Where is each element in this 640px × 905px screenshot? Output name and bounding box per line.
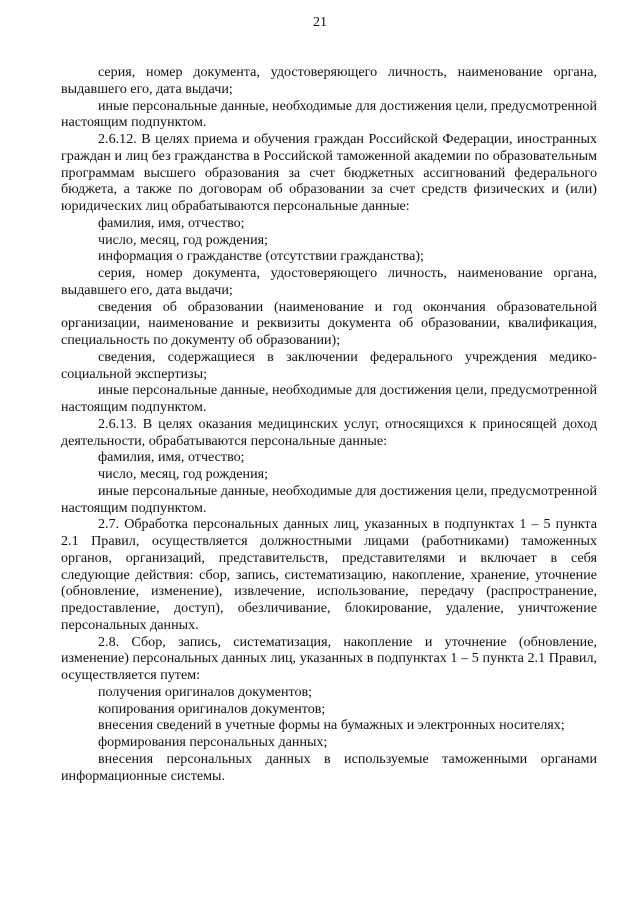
paragraph: иные персональные данные, необходимые для достижения цели, предусмотренной настоящим подпунктом.: [61, 482, 597, 516]
paragraph: 2.6.13. В целях оказания медицинских услуг, относящихся к приносящей доход деятельности, обрабатываются персональные данные:: [61, 415, 597, 449]
paragraph: число, месяц, год рождения;: [98, 231, 269, 248]
paragraph: сведения об образовании (наименование и год окончания образовательной организации, наименование и реквизиты документа об образовании, квалификация, специальность по документу об образовании);: [61, 298, 597, 348]
paragraph: серия, номер документа, удостоверяющего личность, наименование органа, выдавшего его, дата выдачи;: [61, 64, 597, 97]
paragraph: формирования персональных данных;: [98, 734, 328, 750]
paragraph: фамилия, имя, отчество;: [98, 214, 245, 231]
paragraph: копирования оригиналов документов;: [98, 700, 326, 717]
paragraph: информация о гражданстве (отсутствии гражданства);: [98, 248, 424, 265]
paragraph: иные персональные данные, необходимые для достижения цели, предусмотренной настоящим подпунктом.: [61, 382, 597, 415]
paragraph: фамилия, имя, отчество;: [98, 449, 245, 466]
paragraph: сведения, содержащиеся в заключении федерального учреждения медико-социальной экспертизы;: [61, 348, 597, 382]
paragraph: получения оригиналов документов;: [98, 683, 313, 700]
paragraph: 2.6.12. В целях приема и обучения граждан Российской Федерации, иностранных граждан и лиц без гражданства в Российской таможенной академии по образовательным программам высшего образования за счет бюджетных ассигнований федерального бюджета, а также по договорам об образовании за счет средств физических и (или) юридических лиц обрабатываются персональные данные:: [61, 131, 597, 214]
paragraph: внесения сведений в учетные формы на бумажных и электронных носителях;: [98, 717, 565, 734]
paragraph: 2.8. Сбор, запись, систематизация, накопление и уточнение (обновление, изменение) персональных данных лиц, указанных в подпунктах 1 – 5 пункта 2.1 Правил, осуществляется путем:: [61, 633, 597, 683]
paragraph: 2.7. Обработка персональных данных лиц, указанных в подпунктах 1 – 5 пункта 2.1 Правил, осуществляется должностными лицами (работниками) таможенных органов, организаций, представительств, представителями и включает в себя следующие действия: сбор, запись, систематизацию, накопление, хранение, уточнение (обновление, изменение), извлечение, использование, передачу (распространение, предоставление, доступ), обезличивание, блокирование, удаление, уничтожение персональных данных.: [61, 516, 597, 633]
paragraph: внесения персональных данных в используемые таможенными органами информационные системы.: [61, 750, 597, 784]
page-number: 21: [313, 15, 327, 30]
paragraph: серия, номер документа, удостоверяющего личность, наименование органа, выдавшего его, дата выдачи;: [61, 265, 597, 298]
document-body: [61, 64, 597, 784]
paragraph: число, месяц, год рождения;: [98, 466, 269, 482]
paragraph: иные персональные данные, необходимые для достижения цели, предусмотренной настоящим подпунктом.: [61, 97, 597, 131]
